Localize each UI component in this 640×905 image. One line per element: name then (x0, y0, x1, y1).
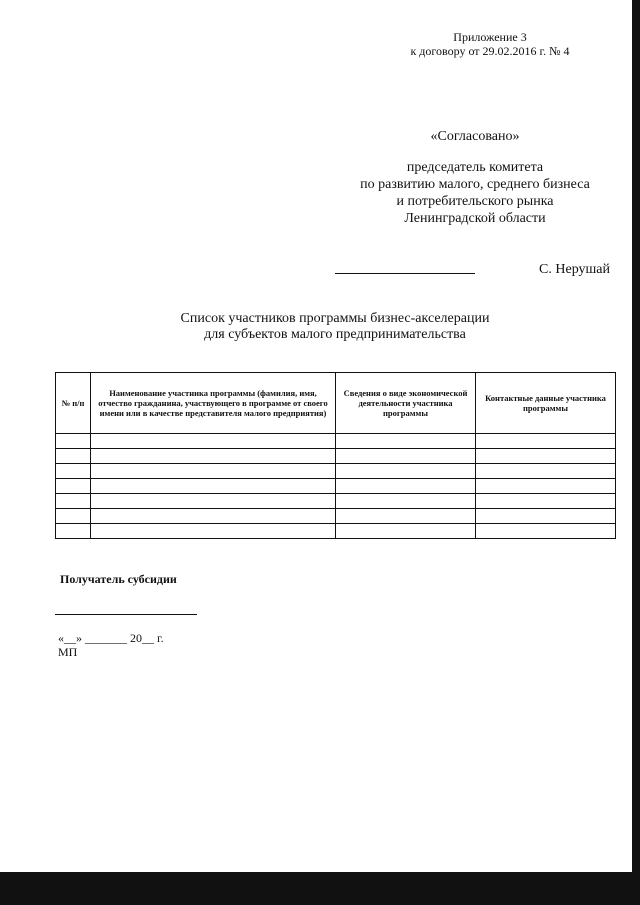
table-cell (56, 449, 91, 464)
table-cell (336, 509, 476, 524)
table-cell (91, 479, 336, 494)
table-cell (56, 509, 91, 524)
table-cell (476, 464, 616, 479)
approval-stamp: «Согласовано» (430, 129, 520, 144)
table-cell (91, 449, 336, 464)
table-row (56, 449, 616, 464)
scan-edge-right (632, 0, 640, 872)
table-cell (56, 464, 91, 479)
header-participant-name: Наименование участника программы (фамилия, имя, отчество гражданина, участвующего в программе от своего имени или в качестве представителя малого предприятия) (91, 373, 336, 434)
table-cell (336, 494, 476, 509)
participants-table (55, 372, 616, 539)
approval-position-line-3: и потребительского рынка (396, 194, 554, 209)
table-row (56, 464, 616, 479)
table-cell (476, 509, 616, 524)
table-cell (91, 509, 336, 524)
table-cell (476, 434, 616, 449)
annex-contract-reference: к договору от 29.02.2016 г. № 4 (410, 44, 570, 58)
table-cell (476, 479, 616, 494)
table-header-row (56, 373, 616, 434)
table-cell (91, 494, 336, 509)
approval-position-line-4: Ленинградской области (404, 211, 546, 226)
table-cell (91, 524, 336, 539)
table-cell (476, 449, 616, 464)
table-cell (56, 524, 91, 539)
table-row (56, 434, 616, 449)
approval-block (340, 128, 610, 227)
document-title (120, 311, 550, 343)
recipient-label: Получатель субсидии (60, 572, 177, 586)
table-cell (476, 494, 616, 509)
signature-line (335, 273, 475, 274)
header-contacts: Контактные данные участника программы (476, 373, 616, 434)
table-row (56, 509, 616, 524)
approval-position-line-2: по развитию малого, среднего бизнеса (360, 177, 590, 192)
table-cell (56, 434, 91, 449)
table-cell (91, 464, 336, 479)
table-row (56, 524, 616, 539)
table-cell (336, 464, 476, 479)
approval-position-line-1: председатель комитета (406, 160, 544, 175)
table-body (56, 434, 616, 539)
table-row (56, 479, 616, 494)
title-line-1: Список участников программы бизнес-акселерации (180, 311, 490, 326)
annex-number: Приложение 3 (453, 30, 527, 44)
title-line-2: для субъектов малого предпринимательства (204, 327, 466, 342)
date-placeholder: «__» _______ 20__ г. (58, 631, 164, 645)
table-row (56, 494, 616, 509)
table-cell (56, 494, 91, 509)
scan-edge-bottom (0, 872, 640, 905)
table-cell (476, 524, 616, 539)
header-number: № п/п (56, 373, 91, 434)
table-cell (336, 434, 476, 449)
annex-header (380, 30, 600, 58)
stamp-place-label: МП (58, 645, 78, 659)
signatory-name: С. Нерушай (539, 262, 610, 277)
table-cell (336, 479, 476, 494)
table-cell (56, 479, 91, 494)
table-cell (91, 434, 336, 449)
recipient-signature-line (55, 614, 197, 615)
table-cell (336, 524, 476, 539)
header-economic-activity: Сведения о виде экономической деятельности участника программы (336, 373, 476, 434)
table-cell (336, 449, 476, 464)
